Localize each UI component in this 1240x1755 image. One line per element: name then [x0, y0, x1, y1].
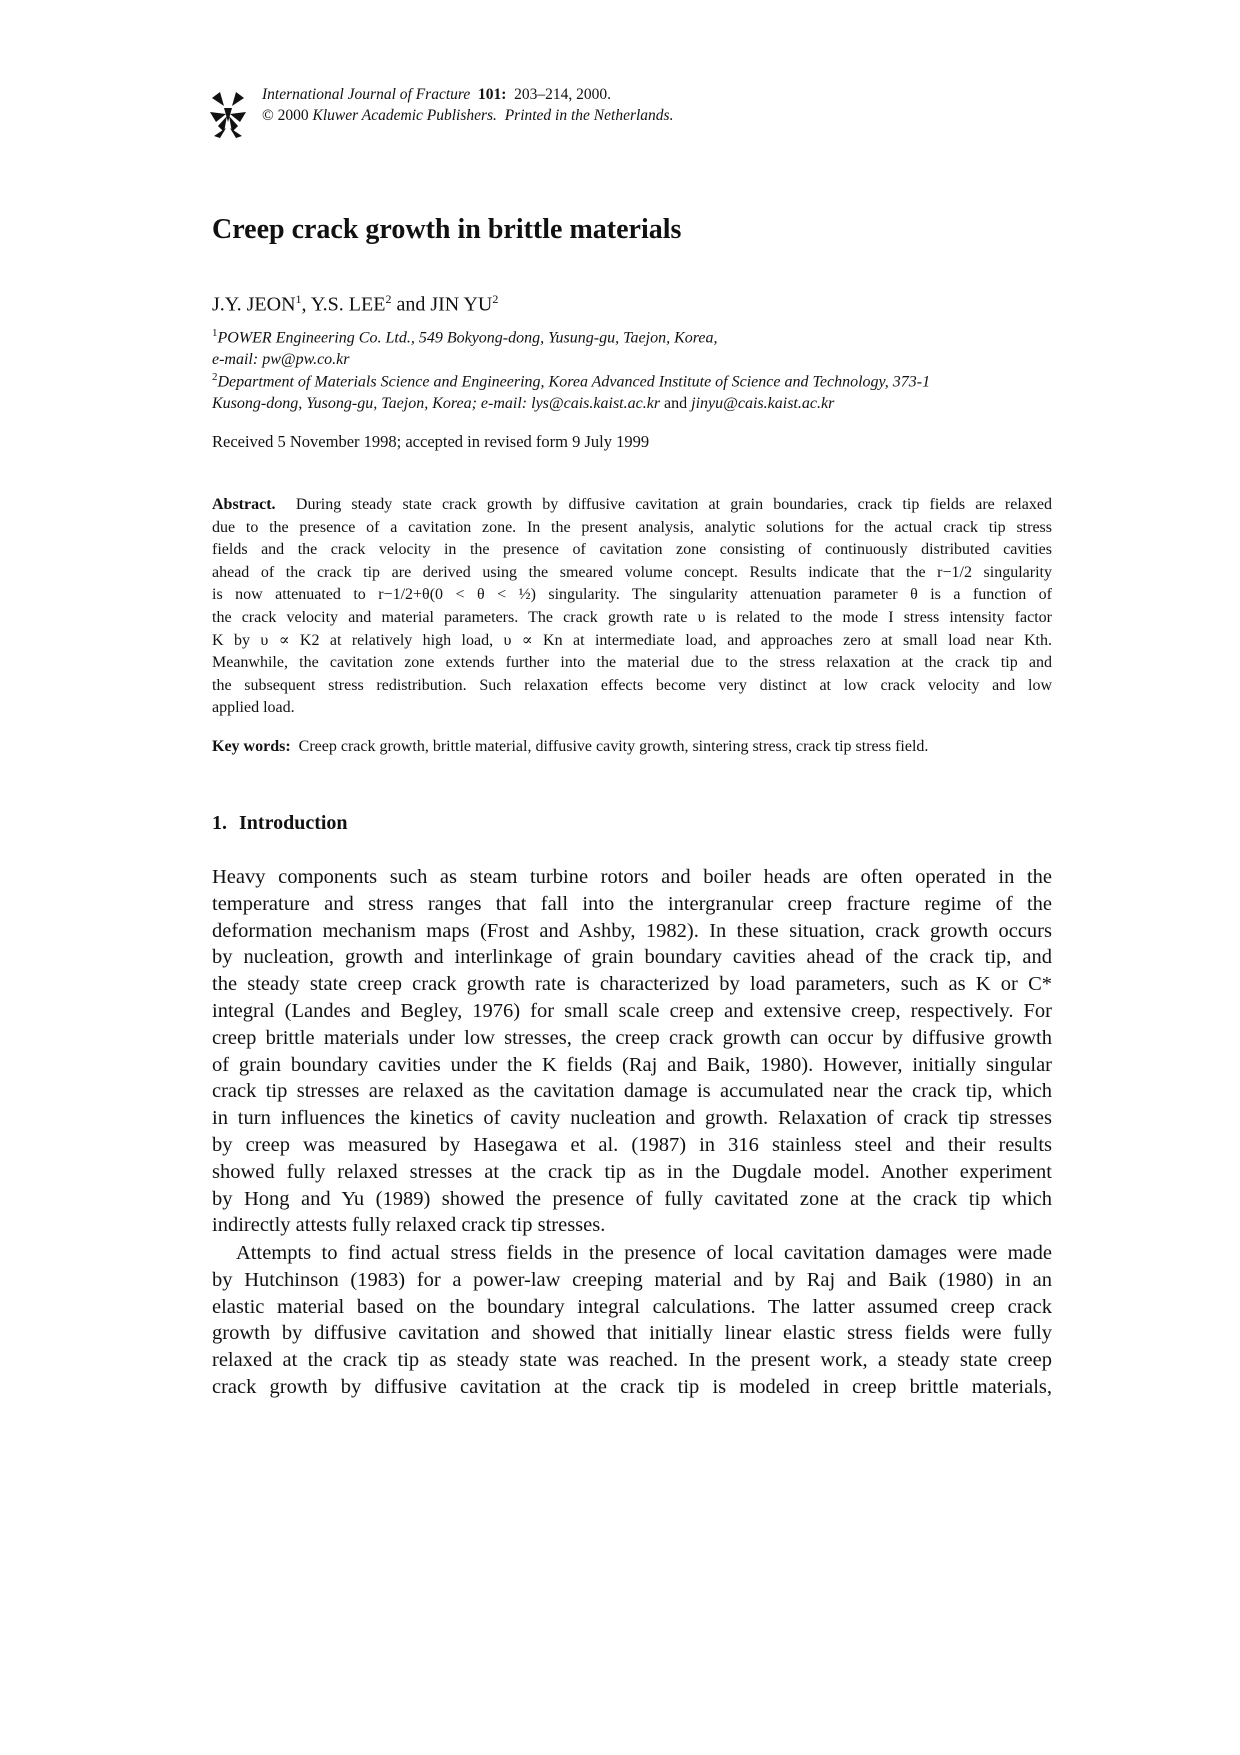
author-name: J.Y. JEON — [212, 293, 296, 316]
body-line: creep brittle materials under low stresses, the creep crack growth can occur by diffusive growth — [212, 1026, 1052, 1049]
section-heading — [212, 812, 348, 835]
body-line: by nucleation, growth and interlinkage of grain boundary cavities ahead of the crack tip, and — [212, 946, 1052, 969]
abstract-label: Abstract. — [212, 496, 276, 513]
journal-pages: 203–214, 2000. — [514, 86, 612, 103]
affiliation-email: Kusong-dong, Yusong-gu, Taejon, Korea; e-mail: lys@cais.kaist.ac.kr — [212, 395, 661, 413]
body-line: by creep was measured by Hasegawa et al. (1987) in 316 stainless steel and their results — [212, 1133, 1052, 1156]
body-line: relaxed at the crack tip as steady state was reached. In the present work, a steady state creep — [212, 1349, 1052, 1372]
body-line: Attempts to find actual stress fields in the presence of local cavitation damages were made — [236, 1242, 1052, 1264]
affiliation-mark: 2 — [212, 371, 218, 383]
author-affiliation-mark: 2 — [492, 292, 499, 306]
author-list — [212, 292, 498, 317]
copyright-year: © 2000 — [262, 107, 309, 124]
body-line: temperature and stress ranges that fall into the intergranular creep fracture regime of the — [212, 892, 1052, 915]
affiliation-mark: 1 — [212, 327, 218, 339]
abstract-line: fields and the crack velocity in the presence of cavitation zone consisting of continuously distributed cavities — [212, 541, 1052, 559]
abstract — [212, 494, 1052, 720]
paragraph-1 — [212, 864, 1052, 1239]
author-affiliation-mark: 2 — [385, 292, 392, 306]
publisher-name: Kluwer Academic Publishers. — [312, 107, 497, 124]
author-separator: , — [301, 293, 311, 316]
author-affiliation-mark: 1 — [295, 292, 302, 306]
abstract-line: applied load. — [212, 699, 295, 717]
abstract-line: is now attenuated to r−1/2+θ(0 < θ < ½) singularity. The singularity attenuation parameter θ is a function of — [212, 586, 1052, 604]
keywords-text: Creep crack growth, brittle material, diffusive cavity growth, sintering stress, crack tip stress field. — [298, 738, 929, 755]
body-line: integral (Landes and Begley, 1976) for small scale creep and extensive creep, respectively. For — [212, 999, 1052, 1022]
affiliation-2 — [212, 366, 930, 415]
affiliation-email: e-mail: pw@pw.co.kr — [212, 351, 350, 369]
abstract-line: due to the presence of a cavitation zone. In the present analysis, analytic solutions for the actual crack tip stress — [212, 518, 1052, 536]
kluwer-logo-icon — [210, 92, 246, 138]
body-line: the steady state creep crack growth rate is characterized by load parameters, such as K or C* — [212, 973, 1052, 996]
received-dates: Received 5 November 1998; accepted in revised form 9 July 1999 — [212, 432, 650, 451]
author-name: Y.S. LEE — [310, 293, 386, 316]
affiliation-email: jinyu@cais.kaist.ac.kr — [691, 395, 835, 413]
affiliation-1 — [212, 322, 717, 371]
body-line: deformation mechanism maps (Frost and Ashby, 1982). In these situation, crack growth occurs — [212, 919, 1052, 942]
paragraph-2 — [212, 1240, 1052, 1401]
printed-location: Printed in the Netherlands. — [504, 107, 674, 124]
keywords — [212, 738, 928, 756]
body-line: crack tip stresses are relaxed as the cavitation damage is accumulated near the crack tip, which — [212, 1080, 1052, 1103]
body-line: elastic material based on the boundary integral calculations. The latter assumed creep crack — [212, 1295, 1052, 1318]
abstract-line: the subsequent stress redistribution. Such relaxation effects become very distinct at low crack velocity and low — [212, 676, 1052, 694]
section-number: 1. — [212, 812, 227, 834]
abstract-line: the crack velocity and material parameters. The crack growth rate υ is related to the mode I stress intensity factor — [212, 608, 1052, 626]
affiliation-conjunction: and — [660, 395, 692, 413]
author-name: JIN YU — [430, 293, 493, 316]
journal-citation-line — [262, 84, 673, 105]
affiliation-text: Department of Materials Science and Engineering, Korea Advanced Institute of Science and Technology, 373-1 — [217, 373, 931, 391]
paper-title: Creep crack growth in brittle materials — [212, 214, 682, 245]
abstract-line: Abstract. During steady state crack growth by diffusive cavitation at grain boundaries, crack tip fields are relaxed — [212, 496, 1053, 513]
affiliation-text: POWER Engineering Co. Ltd., 549 Bokyong-dong, Yusung-gu, Taejon, Korea, — [217, 329, 718, 347]
body-line: by Hutchinson (1983) for a power-law creeping material and by Raj and Baik (1980) in an — [212, 1268, 1052, 1291]
journal-volume: 101: — [477, 86, 507, 103]
body-line: of grain boundary cavities under the K fields (Raj and Baik, 1980). However, initially singular — [212, 1053, 1052, 1076]
abstract-line: K by υ ∝ K2 at relatively high load, υ ∝ Kn at intermediate load, and approaches zero at small load near Kth. — [212, 631, 1052, 649]
body-line: indirectly attests fully relaxed crack tip stresses. — [212, 1214, 606, 1237]
body-line: showed fully relaxed stresses at the crack tip as in the Dugdale model. Another experiment — [212, 1160, 1052, 1183]
body-line: by Hong and Yu (1989) showed the presence of fully cavitated zone at the crack tip which — [212, 1187, 1052, 1210]
keywords-label: Key words: — [212, 738, 291, 755]
body-line: in turn influences the kinetics of cavity nucleation and growth. Relaxation of crack tip stresses — [212, 1107, 1052, 1130]
body-line: Heavy components such as steam turbine rotors and boiler heads are often operated in the — [212, 866, 1052, 888]
abstract-line: Meanwhile, the cavitation zone extends further into the material due to the stress relaxation at the crack tip and — [212, 654, 1052, 672]
author-separator: and — [391, 293, 431, 316]
section-title: Introduction — [239, 812, 348, 834]
copyright-line — [262, 105, 673, 126]
journal-name: International Journal of Fracture — [262, 86, 471, 103]
body-line: growth by diffusive cavitation and showed that initially linear elastic stress fields were fully — [212, 1322, 1052, 1345]
body-line: crack growth by diffusive cavitation at the crack tip is modeled in creep brittle materials, — [212, 1375, 1052, 1398]
abstract-line: ahead of the crack tip are derived using the smeared volume concept. Results indicate that the r−1/2 singularity — [212, 563, 1052, 581]
